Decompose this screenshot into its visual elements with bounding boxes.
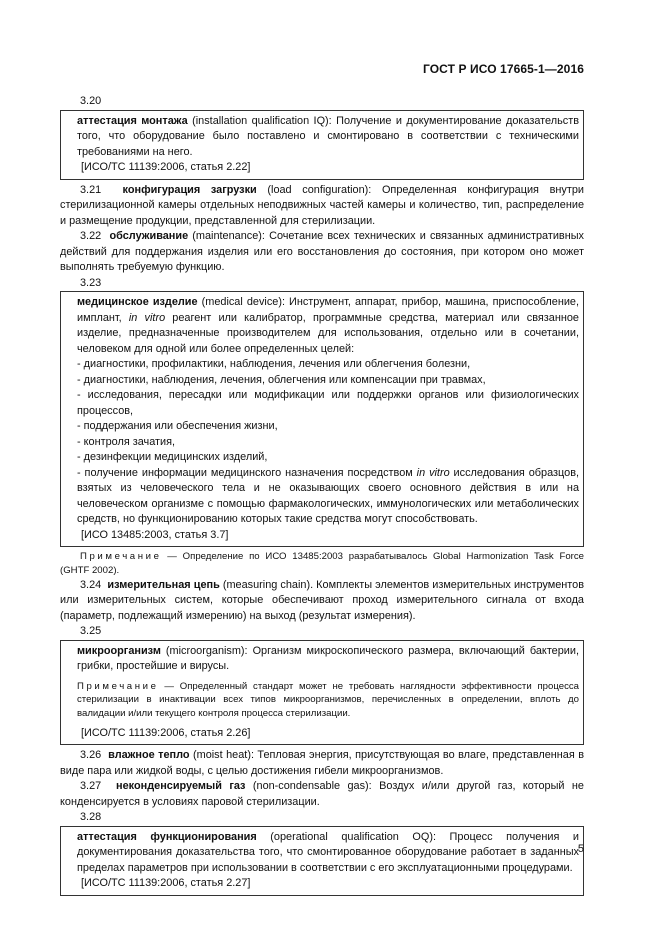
definition-text: (moist heat): Тепловая энергия, присутствующая во влаге, представленная в виде пара или жидкой воды, с целью достижения гибели микроорганизмов. — [60, 749, 585, 777]
definition-text: (maintenance): Сочетание всех технических и связанных административных действий для поддержания изделия или его восстановления до состояния, при котором оно может выполнять требуемую функцию. — [60, 230, 584, 273]
definition-3-25 — [77, 641, 583, 675]
term-3-26: влажное тепло — [108, 749, 190, 762]
definition-box-3-28 — [60, 826, 584, 896]
list-item: - диагностики, наблюдения, лечения, облегчения или компенсации при травмах, — [77, 373, 486, 386]
list-item-text: исследования образцов, взятых из человеческого тела и не оказывающих своего основного действия в или на человеческом организме с помощью фармакологических, иммунологических или метаболических средств, но функционированию которых такие средства могут способствовать. — [77, 466, 580, 525]
definition-3-21 — [60, 183, 584, 230]
definition-text: (microorganism): Организм микроскопического размера, включающий бактерии, грибки, простейшие и вирусы. — [77, 644, 579, 673]
document-body — [60, 94, 584, 899]
definition-3-27 — [60, 779, 584, 810]
note-text: — Определение по ИСО 13485:2003 разрабатывалось Global Harmonization Task Force (GHTF 2002). — [60, 551, 584, 576]
definition-3-20 — [77, 111, 583, 161]
reference-3-25: [ИСО/ТС 11139:2006, статья 2.26] — [81, 726, 251, 739]
entry-number-3-26: 3.26 — [80, 749, 102, 762]
definition-box-3-20 — [60, 110, 584, 180]
list-item: - дезинфекции медицинских изделий, — [77, 451, 268, 463]
list-item — [77, 466, 583, 528]
definition-box-3-25 — [60, 640, 584, 746]
reference-3-20: [ИСО/ТС 11139:2006, статья 2.22] — [81, 161, 251, 173]
definition-3-22 — [60, 229, 584, 276]
list-item: - диагностики, профилактики, наблюдения, лечения или облегчения болезни, — [77, 358, 471, 370]
definition-text: (measuring chain). Комплекты элементов измерительных инструментов или измерительных систем, которые обеспечивают проход измерительного сигнала от входа (параметр, подлежащий измерению) на выход (результат измерения). — [60, 578, 585, 622]
definition-text: (operational qualification OQ): Процесс получения и документирования доказательства того, что смонтированное оборудование работает в заданных пределах параметров при использовании в соответствии с его эксплуатационными процедурами. — [77, 830, 579, 874]
definition-text: (non-condensable gas): Воздух и/или другой газ, который не конденсируется в условиях паровой стерилизации. — [60, 780, 584, 808]
entry-number-3-27: 3.27 — [80, 780, 102, 793]
term-3-23: медицинское изделие — [77, 296, 198, 308]
italic-term: in vitro — [416, 466, 450, 479]
entry-number-3-23: 3.23 — [80, 276, 102, 289]
entry-number-3-22: 3.22 — [80, 230, 102, 242]
italic-term: in vitro — [128, 311, 166, 324]
entry-number-3-20: 3.20 — [80, 95, 102, 107]
reference-3-23: [ИСО 13485:2003, статья 3.7] — [81, 528, 229, 541]
standard-header: ГОСТ Р ИСО 17665-1—2016 — [422, 62, 584, 76]
entry-number-3-24: 3.24 — [80, 578, 102, 591]
page-number: 5 — [577, 843, 584, 855]
definition-text: (load configuration): Определенная конфигурация внутри стерилизационной камеры отдельных неподвижных частей камеры и количество, тип, распределение и размещение продукции, представленной для стерилизации. — [60, 183, 584, 227]
definition-3-28 — [77, 827, 583, 877]
list-item: - исследования, пересадки или модификации или поддержки органов или физиологических процессов, — [77, 389, 579, 417]
term-3-21: конфигурация загрузки — [122, 183, 257, 196]
definition-text: (installation qualification IQ): Получение и документирование доказательств того, что оборудование было поставлено и смонтировано в соответствии с техническими требованиями на него. — [77, 114, 579, 158]
term-3-28: аттестация функционирования — [77, 830, 257, 843]
definition-box-3-23 — [60, 291, 584, 547]
note-3-23 — [60, 550, 584, 578]
entry-number-3-28: 3.28 — [80, 811, 102, 824]
definition-text: реагент или калибратор, программные средства, материал или связанное изделие, предназначенные производителем для использования, отдельно или в сочетании, человеком для одной или более определенных целей: — [77, 311, 579, 355]
note-text: — Определенный стандарт может не требовать наглядности эффективности процесса стерилизации в инактивации всех типов микроорганизмов, перечисленных в определении, вплоть до валидации и/или текущего контроля процесса стерилизации. — [77, 680, 579, 720]
note-label: Примечание — [77, 680, 159, 692]
term-3-24: измерительная цепь — [107, 578, 220, 591]
reference-3-28: [ИСО/ТС 11139:2006, статья 2.27] — [81, 877, 251, 890]
entry-number-3-25: 3.25 — [80, 625, 102, 638]
list-item-text: - получение информации медицинского назначения посредством — [77, 466, 417, 479]
definition-3-24 — [60, 578, 584, 625]
list-item: - контроля зачатия, — [77, 435, 176, 448]
term-3-27: неконденсируемый газ — [116, 780, 246, 793]
definition-text: (medical device): Инструмент, аппарат, прибор, машина, приспособление, имплант, — [77, 296, 579, 324]
definition-3-26 — [60, 748, 584, 779]
term-3-22: обслуживание — [109, 230, 189, 242]
definition-3-23 — [77, 292, 583, 357]
term-3-25: микроорганизм — [77, 644, 161, 657]
list-item: - поддержания или обеспечения жизни, — [77, 420, 278, 432]
note-3-25 — [77, 680, 583, 721]
term-3-20: аттестация монтажа — [77, 114, 188, 127]
entry-number-3-21: 3.21 — [80, 183, 102, 196]
note-label: Примечание — [80, 551, 162, 562]
